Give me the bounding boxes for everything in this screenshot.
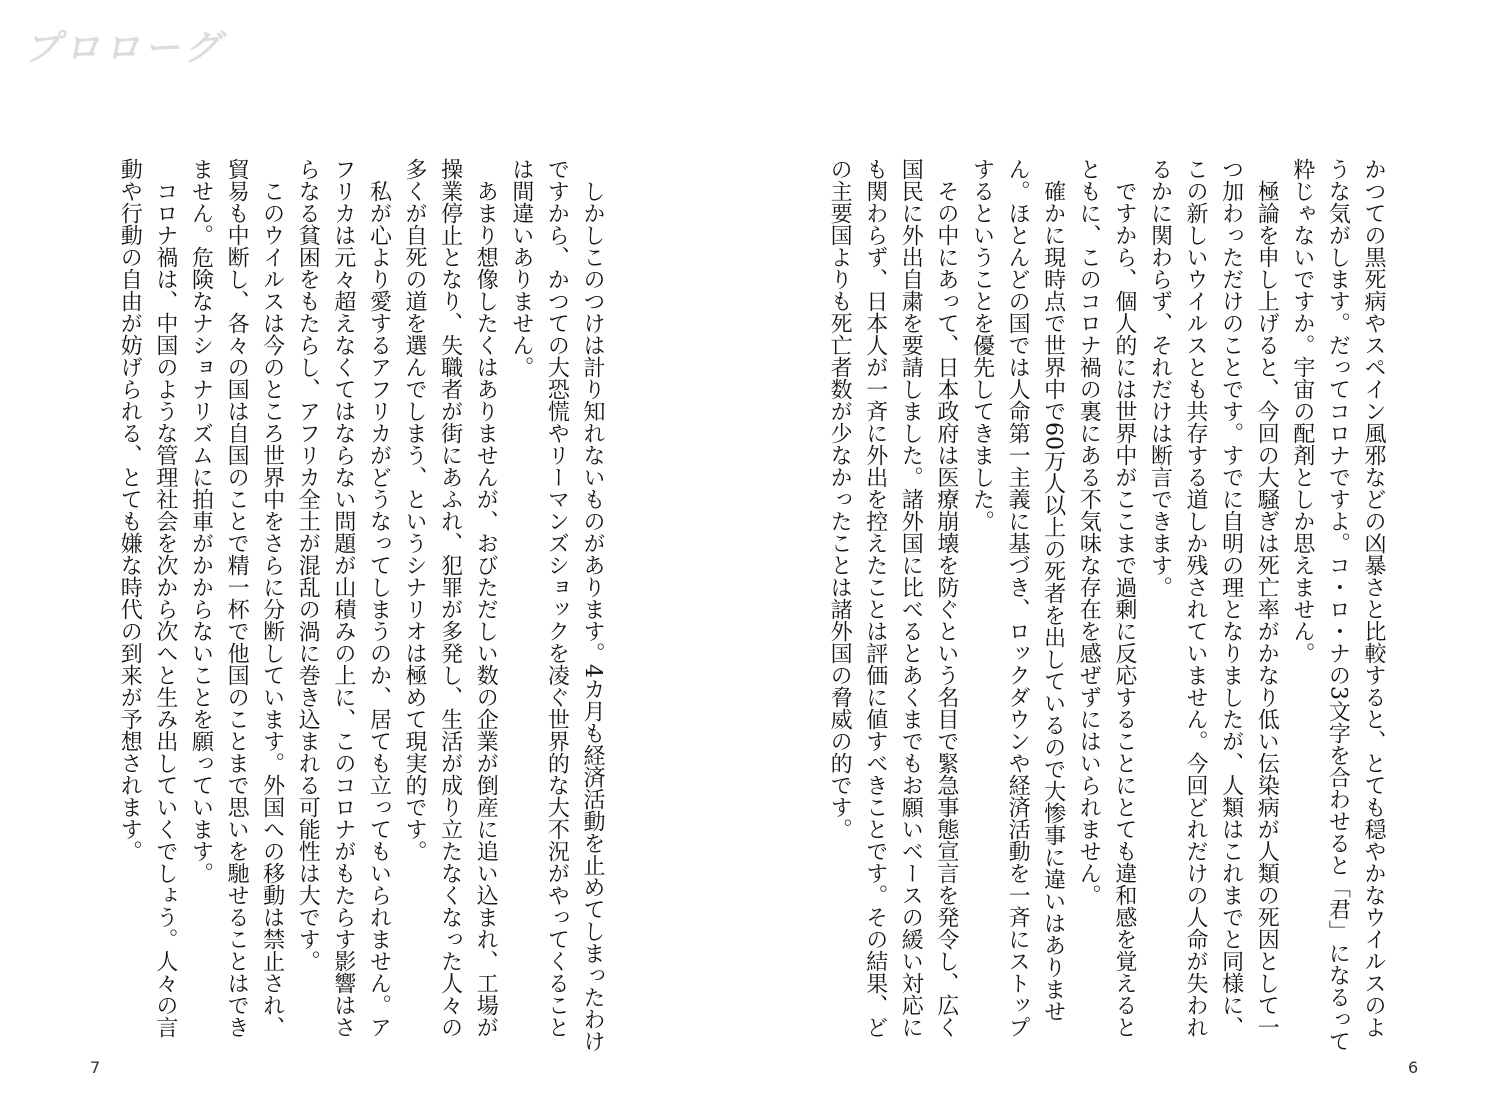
paragraph: しかしこのつけは計り知れないものがあります。4カ月も経済活動を止めてしまったわけですから、かつての大恐慌やリーマンズショックを凌ぐ世界的な大不況がやってくることは間違いありません。 bbox=[508, 158, 605, 1052]
paragraph: あまり想像したくはありませんが、おびただしい数の企業が倒産に追い込まれ、工場が操業停止となり、失職者が街にあふれ、犯罪が多発し、生活が成り立たなくなった人々の多くが自死の道を選んでしまう、というシナリオは極めて現実的です。 bbox=[402, 158, 499, 1038]
chapter-header: プロローグ bbox=[24, 28, 225, 69]
paragraph: コロナ禍は、中国のような管理社会を次から次へと生み出していくでしょう。人々の言動や行動の自由が妨げられる、とても嫌な時代の到来が予想されます。 bbox=[117, 158, 178, 1038]
paragraph: かつての黒死病やスペイン風邪などの凶暴さと比較すると、とても穏やかなウイルスのような気がします。だってコロナですよ。コ・ロ・ナの3文字を合わせると「君」になるって粋じゃないですか。宇宙の配剤としか思えません。 bbox=[1289, 158, 1386, 1052]
paragraph: 私が心より愛するアフリカがどうなってしまうのか、居ても立ってもいられません。アフリカは元々超えなくてはならない問題が山積みの上に、このコロナがもたらす影響はさらなる貧困をもたらし、アフリカ全土が混乱の渦に巻き込まれる可能性は大です。 bbox=[295, 158, 392, 1038]
paragraph: 極論を申し上げると、今回の大騒ぎは死亡率がかなり低い伝染病が人類の死因として一つ加わっただけのことです。すでに自明の理となりましたが、人類はこれまでと同様に、この新しいウイルスとも共存する道しか残されていません。今回どれだけの人命が失われるかに関わらず、それだけは断言できます。 bbox=[1147, 158, 1280, 1038]
page-number-right: 6 bbox=[1408, 1058, 1419, 1077]
left-page-text bbox=[117, 158, 610, 1058]
paragraph: このウイルスは今のところ世界中をさらに分断しています。外国への移動は禁止され、貿易も中断し、各々の国は自国のことで精一杯で他国のことまで思いを馳せることはできません。危険なナショナリズムに拍車がかからないことを願っています。 bbox=[188, 158, 285, 1038]
paragraph: ですから、個人的には世界中がここまで過剰に反応することにとても違和感を覚えるとともに、このコロナ禍の裏にある不気味な存在を感ぜずにはいられません。 bbox=[1076, 158, 1137, 1038]
right-page-text bbox=[827, 158, 1391, 1058]
paragraph: 確かに現時点で世界中で60万人以上の死者を出しているので大惨事に違いはありません。ほとんどの国では人命第一主義に基づき、ロックダウンや経済活動を一斉にストップするということを優先してきました。 bbox=[969, 158, 1066, 1038]
paragraph: その中にあって、日本政府は医療崩壊を防ぐという名目で緊急事態宣言を発令し、広く国民に外出自粛を要請しました。諸外国に比べるとあくまでもお願いベースの緩い対応にも関わらず、日本人が一斉に外出を控えたことは評価に値すべきことです。その結果、どの主要国よりも死亡者数が少なかったことは諸外国の脅威の的です。 bbox=[827, 158, 959, 1038]
page-number-left: 7 bbox=[90, 1058, 101, 1077]
